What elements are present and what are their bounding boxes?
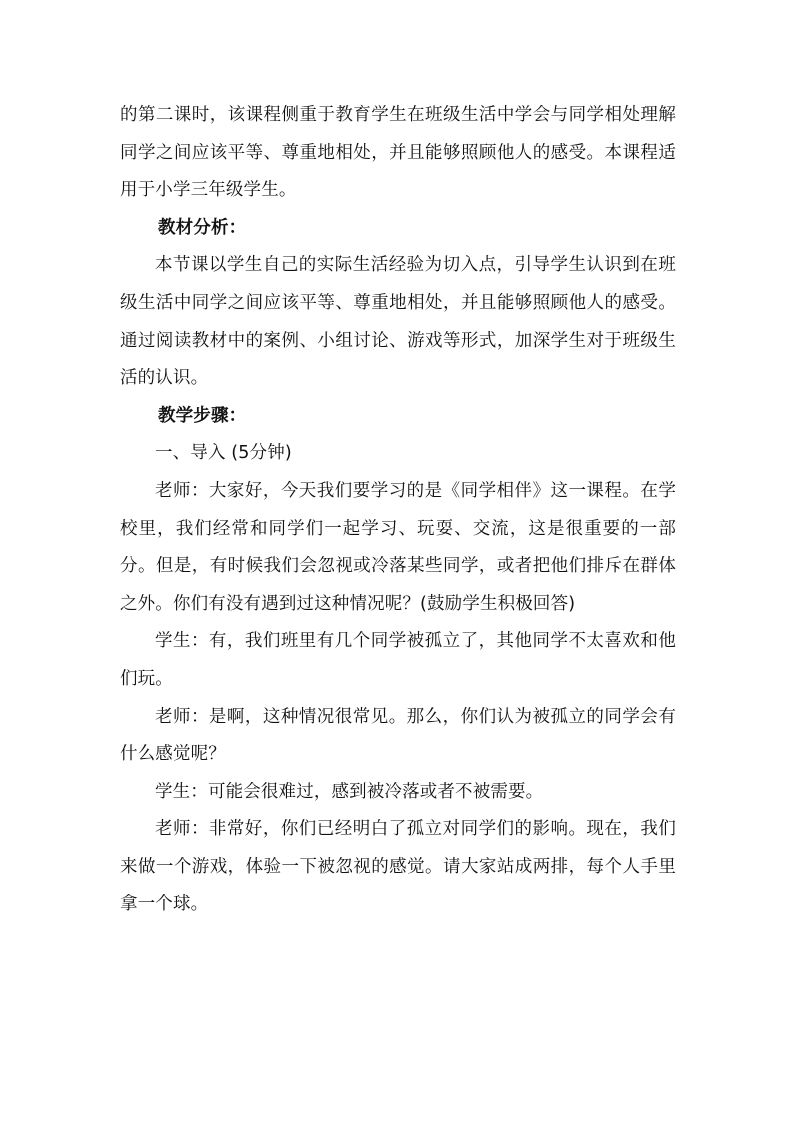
paragraph-teacher-2: 老师：是啊，这种情况很常见。那么，你们认为被孤立的同学会有什么感觉呢？ [120, 706, 676, 765]
paragraph-intro: 的第二课时，该课程侧重于教育学生在班级生活中学会与同学相处理解同学之间应该平等、尊重地相处，并且能够照顾他人的感受。本课程适用于小学三年级学生。 [120, 105, 676, 201]
paragraph-student-2: 学生：可能会很难过，感到被冷落或者不被需要。 [155, 781, 544, 802]
heading-material-analysis: 教材分析： [158, 217, 247, 238]
paragraph-material-analysis: 本节课以学生自己的实际生活经验为切入点，引导学生认识到在班级生活中同学之间应该平等、尊重地相处，并且能够照顾他人的感受。通过阅读教材中的案例、小组讨论、游戏等形式，加深学生对于班级生活的认识。 [120, 255, 676, 389]
document-body [120, 97, 676, 924]
heading-teaching-steps: 教学步骤： [158, 405, 247, 426]
paragraph-student-1: 学生：有，我们班里有几个同学被孤立了，其他同学不太喜欢和他们玩。 [120, 631, 676, 689]
paragraph-teacher-1: 老师：大家好，今天我们要学习的是《同学相伴》这一课程。在学校里，我们经常和同学们一起学习、玩耍、交流，这是很重要的一部分。但是，有时候我们会忽视或冷落某些同学，或者把他们排斥在群体之外。你们有没有遇到过这种情况呢？(鼓励学生积极回答) [120, 480, 676, 614]
paragraph-step-intro: 一、导入 (5分钟) [155, 443, 292, 464]
paragraph-teacher-3: 老师：非常好，你们已经明白了孤立对同学们的影响。现在，我们来做一个游戏，体验一下被忽视的感觉。请大家站成两排，每个人手里拿一个球。 [120, 819, 676, 915]
